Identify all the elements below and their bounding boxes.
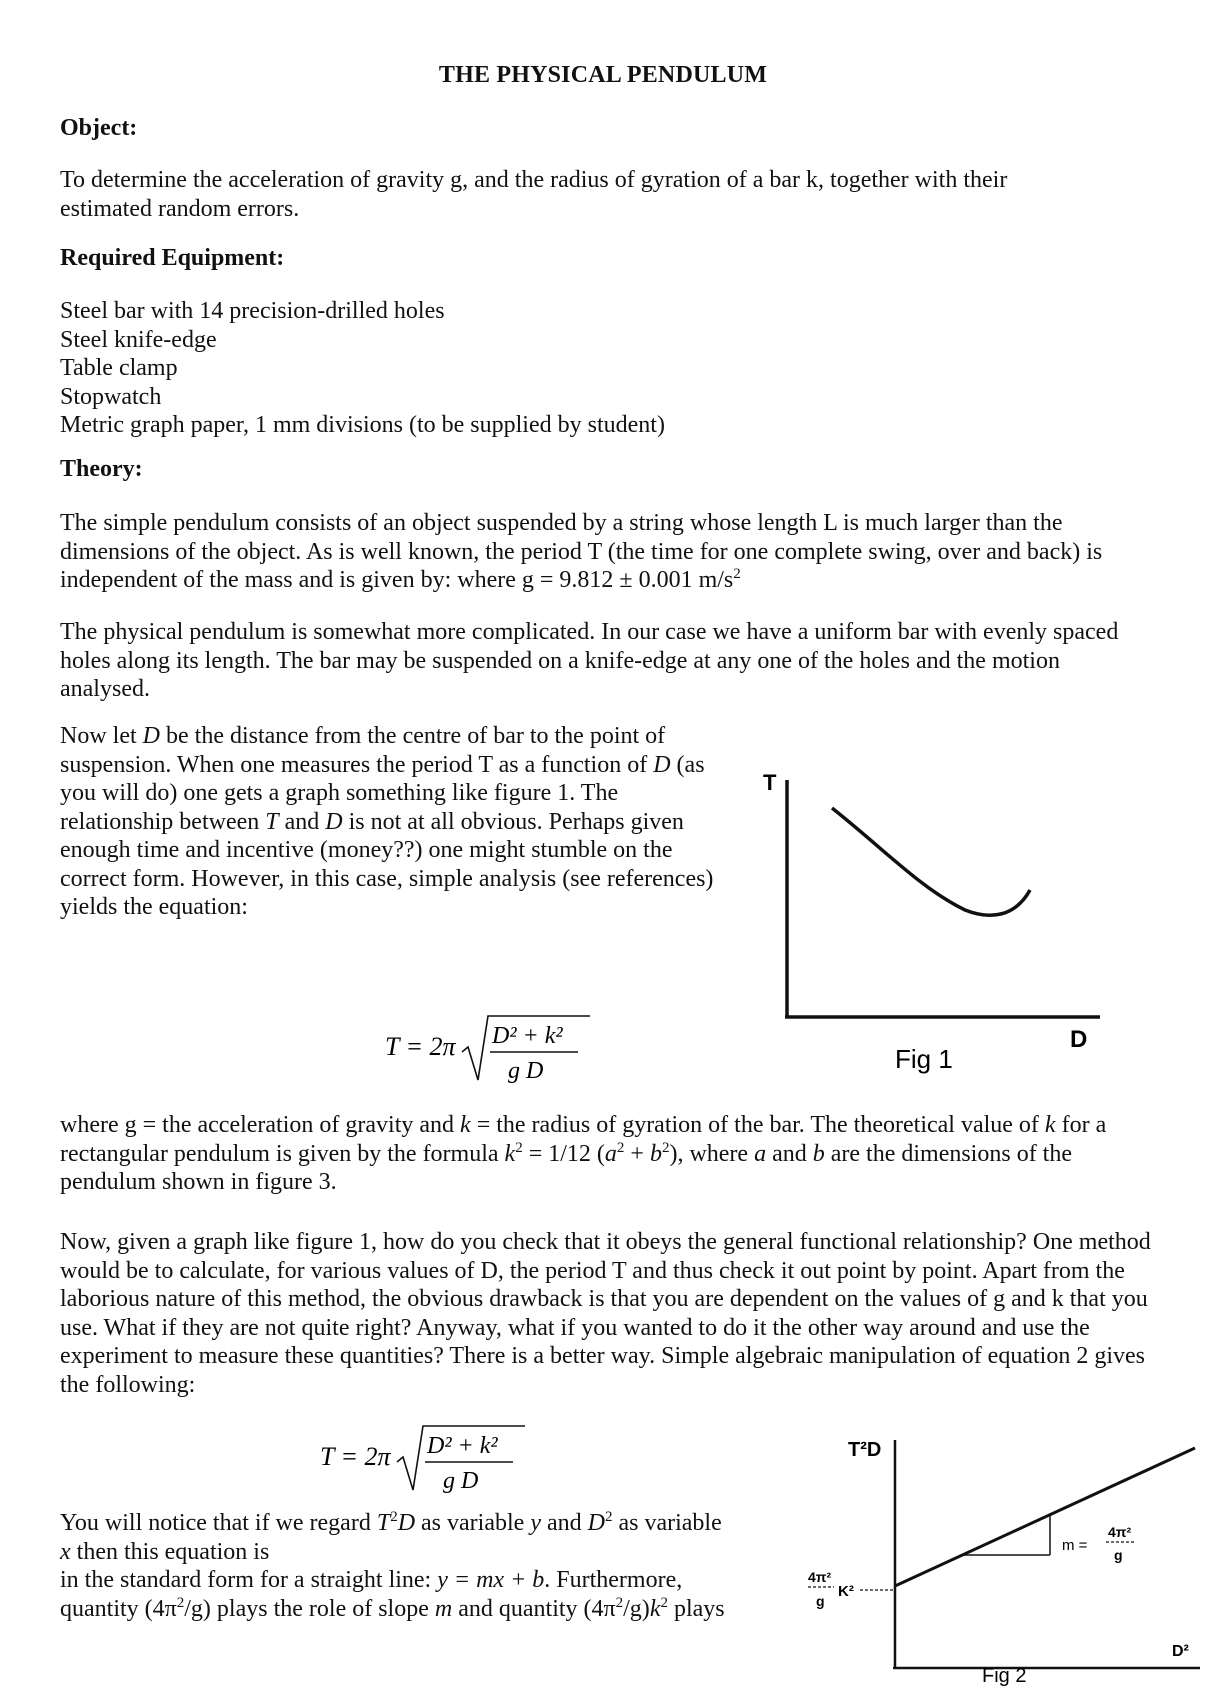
- figure-2: [800, 1420, 1200, 1690]
- theory-heading: Theory:: [60, 456, 143, 482]
- object-text: To determine the acceleration of gravity g, and the radius of gyration of a bar k, together with their estimated random errors.: [60, 167, 1008, 222]
- figure-1: [720, 770, 1100, 1080]
- fig2-caption: Fig 2: [982, 1665, 1027, 1687]
- equipment-heading: Required Equipment:: [60, 245, 285, 271]
- theory-paragraph-1: The simple pendulum consists of an object suspended by a string whose length L is much larger than the dimensions of the object. As is well known, the period T (the time for one complete swing, over and back) is independent of the mass and is given by: where g = 9.812 ± 0.001 $m/s^2$: [60, 510, 1103, 593]
- equation-denominator: g D: [443, 1468, 479, 1494]
- fig1-y-label: T: [763, 770, 777, 795]
- fig2-x-label: D²: [1172, 1643, 1189, 1660]
- equipment-item: Metric graph paper, 1 mm divisions (to be supplied by student): [60, 412, 665, 438]
- fig1-x-label: D: [1070, 1026, 1088, 1053]
- fig1-caption: Fig 1: [895, 1044, 953, 1074]
- fig2-intercept-num: 4π²: [808, 1569, 832, 1585]
- theory-paragraph-3: Now let D be the distance from the centre of bar to the point of suspension. When one measures the period T as a function of D (as you will do) one gets a graph something like figure 1. The relationship between T and D is not at all obvious. Perhaps given enough time and incentive (money??) one might stumble on the correct form. However, in this case, simple analysis (see references) yields the equation:: [60, 723, 714, 920]
- equation-1: [350, 1010, 590, 1090]
- equation-lhs: T = 2π: [385, 1032, 456, 1061]
- equation-numerator: D² + k²: [492, 1023, 563, 1049]
- equipment-item: Table clamp: [60, 355, 178, 381]
- equipment-list: [60, 297, 665, 440]
- equation-2: [285, 1420, 525, 1500]
- theory-paragraph-2: The physical pendulum is somewhat more complicated. In our case we have a uniform bar with evenly spaced holes along its length. The bar may be suspended on a knife-edge at any one of the holes and the motion analysed.: [60, 619, 1119, 702]
- theory-paragraph-6: You will notice that if we regard $T^2D$ as variable y and $D^2$ as variable x then this equation is in the standard form for a straight line: y = mx + b. Furthermore, quantity $(4\pi^2/g)$ plays the role of slope m and quantity $(4\pi^2/g)k^2$ plays: [60, 1509, 725, 1622]
- fig2-intercept-den: g: [816, 1593, 825, 1609]
- fig2-slope-den: g: [1114, 1547, 1123, 1563]
- equation-lhs: T = 2π: [320, 1442, 391, 1471]
- fig2-slope-num: 4π²: [1108, 1524, 1132, 1540]
- fig2-y-label: T²D: [848, 1439, 882, 1461]
- fig2-slope-m: m =: [1062, 1537, 1088, 1554]
- equipment-item: Steel knife-edge: [60, 326, 217, 353]
- equation-denominator: g D: [508, 1058, 544, 1084]
- fig2-intercept-k: K²: [838, 1583, 854, 1600]
- page-title: THE PHYSICAL PENDULUM: [438, 62, 768, 88]
- theory-paragraph-4: where g = the acceleration of gravity and k = the radius of gyration of the bar. The theoretical value of k for a rectangular pendulum is given by the formula $k^2 = 1/12$ $(a^2 + b^2)$, where a and b are the dimensions of the pendulum shown in figure 3.: [60, 1112, 1107, 1195]
- equipment-item: Stopwatch: [60, 383, 162, 410]
- fig1-curve: [832, 808, 1030, 915]
- fig2-line: [895, 1448, 1195, 1586]
- theory-paragraph-5: Now, given a graph like figure 1, how do you check that it obeys the general functional relationship? One method would be to calculate, for various values of D, the period T and thus check it out point by point. Apart from the laborious nature of this method, the obvious drawback is that you are dependent on the values of g and k that you use. What if they are not quite right? Anyway, what if you wanted to do it the other way around and use the experiment to measure these quantities? There is a better way. Simple algebraic manipulation of equation 2 gives the following:: [60, 1229, 1151, 1398]
- object-heading: Object:: [60, 115, 138, 141]
- equipment-item: Steel bar with 14 precision-drilled holes: [60, 298, 445, 324]
- equation-numerator: D² + k²: [427, 1433, 498, 1459]
